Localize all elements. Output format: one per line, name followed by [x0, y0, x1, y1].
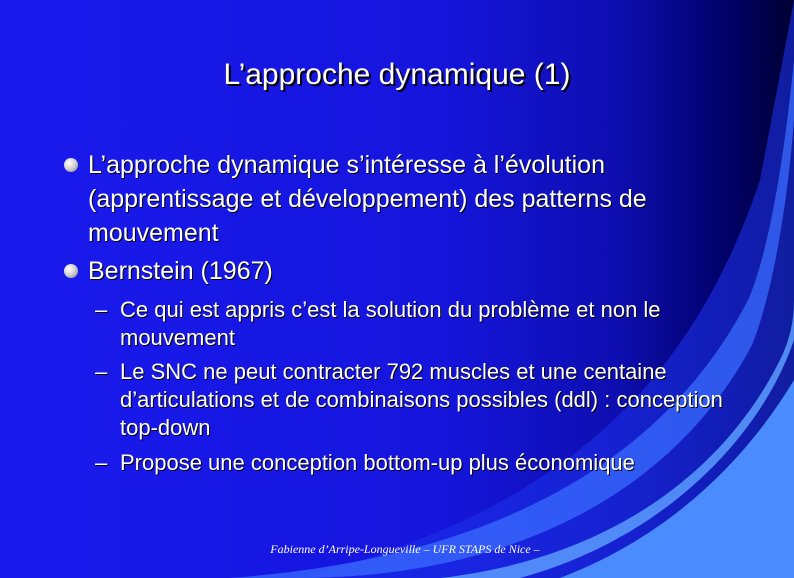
dash-marker: –	[95, 297, 108, 322]
slide-title: L’approche dynamique (1)	[223, 58, 571, 91]
sub-bullet-text: Ce qui est appris c’est la solution du problème et non le mouvement	[120, 297, 661, 350]
dash-marker: –	[95, 359, 108, 384]
sub-bullet-item	[95, 296, 740, 352]
sub-bullet-item	[95, 449, 740, 477]
bullet-dot-icon	[64, 264, 78, 278]
sub-bullet-text: Le SNC ne peut contracter 792 muscles et une centaine d’articulations et de combinaisons possibles (ddl) : conception top-down	[120, 359, 723, 440]
bullet-text: Bernstein (1967)	[88, 257, 273, 285]
bullet-dot-icon	[64, 158, 78, 172]
bullet-text: L’approche dynamique s’intéresse à l’évolution (apprentissage et développement) des patterns de mouvement	[88, 151, 647, 247]
bullet-item	[88, 148, 768, 250]
dash-marker: –	[95, 450, 108, 475]
bullet-item	[88, 254, 768, 288]
slide-footer: Fabienne d’Arripe-Longueville – UFR STAPS de Nice –	[270, 542, 540, 556]
sub-bullet-item	[95, 358, 740, 442]
sub-bullet-text: Propose une conception bottom-up plus économique	[120, 450, 635, 475]
